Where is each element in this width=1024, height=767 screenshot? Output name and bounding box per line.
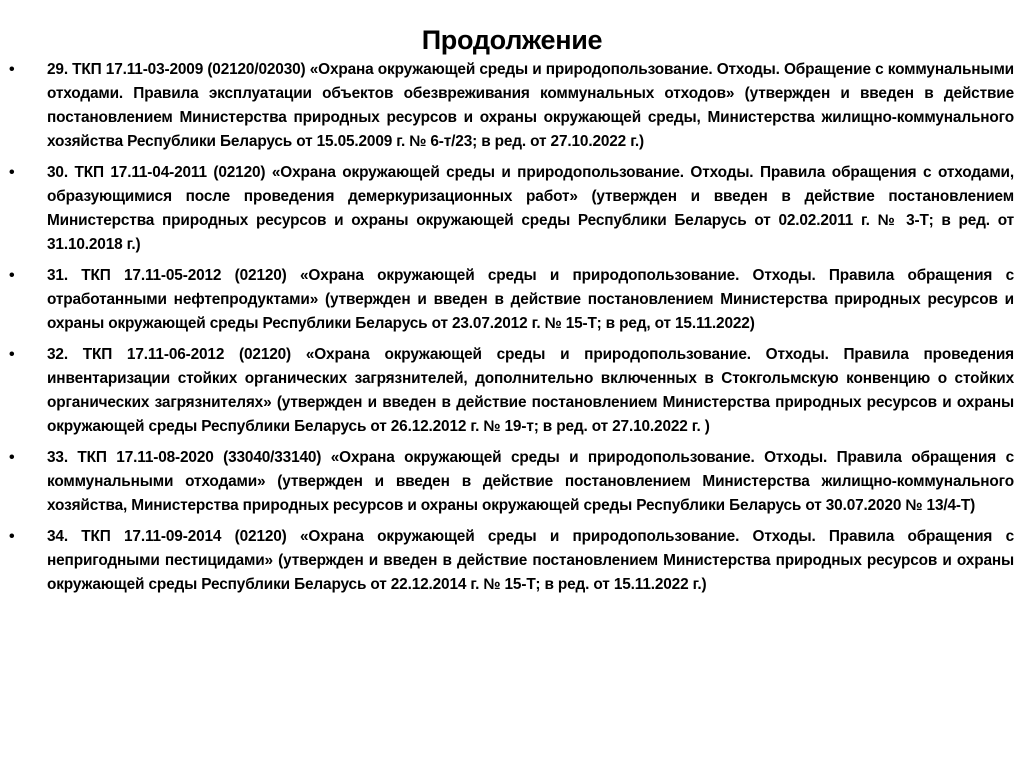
bullet-icon: • bbox=[9, 528, 15, 545]
list-item-text: 31. ТКП 17.11-05-2012 (02120) «Охрана окружающей среды и природопользование. Отходы. Правила обращения с отработанными нефтепродуктами» (утвержден и введен в действие постановлением Министерства природных ресурсов и охраны окружающей среды Республики Беларусь от 23.07.2012 г. № 15-Т; в ред, от 15.11.2022) bbox=[47, 267, 1014, 332]
list-item-33 bbox=[0, 446, 1024, 518]
bullet-icon: • bbox=[9, 164, 15, 181]
list-item-text: 29. ТКП 17.11-03-2009 (02120/02030) «Охрана окружающей среды и природопользование. Отходы. Обращение с коммунальными отходами. Правила эксплуатации объектов обезвреживания коммунальных отходов» (утвержден и введен в действие постановлением Министерства природных ресурсов и охраны окружающей среды, Министерства жилищно-коммунального хозяйства Республики Беларусь от 15.05.2009 г. № 6-т/23; в ред. от 27.10.2022 г.) bbox=[47, 61, 1014, 150]
list-item-text: 33. ТКП 17.11-08-2020 (33040/33140) «Охрана окружающей среды и природопользование. Отходы. Правила обращения с коммунальными отходами» (утвержден и введен в действие постановлением Министерства жилищно-коммунального хозяйства, Министерства природных ресурсов и охраны окружающей среды Республики Беларусь от 30.07.2020 № 13/4-Т) bbox=[47, 449, 1014, 514]
list-item-30 bbox=[0, 161, 1024, 257]
bullet-icon: • bbox=[9, 449, 15, 466]
bullet-icon: • bbox=[9, 61, 15, 78]
slide-title: Продолжение bbox=[421, 25, 603, 56]
bullet-icon: • bbox=[9, 267, 15, 284]
list-item-text: 30. ТКП 17.11-04-2011 (02120) «Охрана окружающей среды и природопользование. Отходы. Правила обращения с отходами, образующимися после проведения демеркуризационных работ» (утвержден и введен в действие постановлением Министерства природных ресурсов и охраны окружающей среды Республики Беларусь от 02.02.2011 г. № 3-Т; в ред. от 31.10.2018 г.) bbox=[47, 164, 1014, 253]
list-item-29 bbox=[0, 58, 1024, 154]
list-item-text: 34. ТКП 17.11-09-2014 (02120) «Охрана окружающей среды и природопользование. Отходы. Правила обращения с непригодными пестицидами» (утвержден и введен в действие постановлением Министерства природных ресурсов и охраны окружающей среды Республики Беларусь от 22.12.2014 г. № 15-Т; в ред. от 15.11.2022 г.) bbox=[47, 528, 1014, 593]
list-item-31 bbox=[0, 264, 1024, 336]
bullet-icon: • bbox=[9, 346, 15, 363]
list-item-32 bbox=[0, 343, 1024, 439]
list-item-text: 32. ТКП 17.11-06-2012 (02120) «Охрана окружающей среды и природопользование. Отходы. Правила проведения инвентаризации стойких органических загрязнителей, дополнительно включенных в Стокгольмскую конвенцию о стойких органических загрязнителях» (утвержден и введен в действие постановлением Министерства природных ресурсов и охраны окружающей среды Республики Беларусь от 26.12.2012 г. № 19-т; в ред. от 27.10.2022 г. ) bbox=[47, 346, 1014, 435]
regulation-list bbox=[0, 58, 1024, 604]
list-item-34 bbox=[0, 525, 1024, 597]
